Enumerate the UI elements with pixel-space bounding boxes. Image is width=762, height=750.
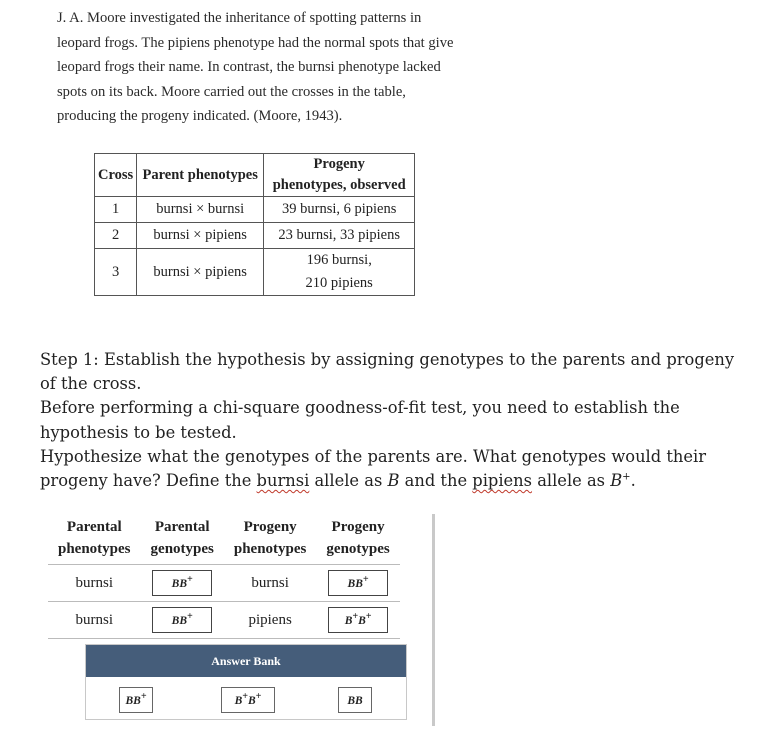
progeny-observed: 23 burnsi, 33 pipiens <box>264 223 415 249</box>
cross-number: 2 <box>95 223 137 249</box>
answer-chip-bb-plus[interactable]: BB+ <box>119 687 153 713</box>
table-row <box>95 249 415 296</box>
cross-number: 1 <box>95 197 137 223</box>
step-description: Before performing a chi-square goodness-of-fit test, you need to establish the hypothesis to be tested. <box>40 398 680 442</box>
allele-plus-sign: + <box>622 471 631 483</box>
header-line2: phenotypes <box>233 541 307 557</box>
progeny-observed <box>264 249 415 296</box>
progeny-genotype-cell <box>316 602 399 639</box>
cross-table-header <box>95 154 415 197</box>
parental-genotype-drop-zone[interactable]: BB+ <box>152 570 212 596</box>
progeny-phenotype: burnsi <box>224 565 317 602</box>
allele-b: B <box>387 471 400 491</box>
header-progeny <box>264 154 415 197</box>
answer-bank-title: Answer Bank <box>86 645 406 677</box>
burnsi-word: burnsi <box>256 471 310 491</box>
answer-bank <box>85 644 407 720</box>
step-instructions <box>40 348 745 493</box>
cross-table <box>94 153 415 296</box>
progeny-line2: 210 pipiens <box>305 275 373 291</box>
header-parent-phenotypes: Parent phenotypes <box>137 154 264 197</box>
progeny-phenotype: pipiens <box>224 602 317 639</box>
genotype-table <box>48 512 400 639</box>
header-progeny-line2: phenotypes, observed <box>272 177 406 193</box>
step-heading: Step 1: Establish the hypothesis by assigning genotypes to the parents and progeny of the cross. <box>40 350 735 394</box>
parental-genotype-cell <box>141 602 224 639</box>
question-text-c: and the <box>399 471 473 491</box>
allele-bplus: B <box>610 471 623 491</box>
table-row <box>48 602 400 639</box>
header-line2: phenotypes <box>58 541 131 557</box>
intro-paragraph: J. A. Moore investigated the inheritance of spotting patterns in leopard frogs. The pipiens phenotype had the normal spots that give leopard frogs their name. In contrast, the burnsi phenotype lacked spots on its back. Moore carried out the crosses in the table, producing the progeny indicated. (Moore, 1943). <box>57 10 454 124</box>
header-line2: genotypes <box>150 541 214 557</box>
progeny-observed: 39 burnsi, 6 pipiens <box>264 197 415 223</box>
parental-genotype-drop-zone[interactable]: BB+ <box>152 607 212 633</box>
header-line1: Progeny <box>331 519 385 535</box>
header-cross: Cross <box>95 154 137 197</box>
question-text-d: allele as <box>532 471 611 491</box>
genotype-table-header <box>48 512 400 565</box>
question-text-b: allele as <box>309 471 388 491</box>
header-parental-phenotypes <box>48 512 141 565</box>
header-line2: genotypes <box>326 541 390 557</box>
table-row <box>95 223 415 249</box>
parental-phenotype: burnsi <box>48 602 141 639</box>
header-parental-genotypes <box>141 512 224 565</box>
parent-phenotypes: burnsi × pipiens <box>137 223 264 249</box>
answer-chip-bplus-bplus[interactable]: B+B+ <box>221 687 275 713</box>
cross-number: 3 <box>95 249 137 296</box>
parent-phenotypes: burnsi × burnsi <box>137 197 264 223</box>
parent-phenotypes: burnsi × pipiens <box>137 249 264 296</box>
parental-genotype-cell <box>141 565 224 602</box>
question-period: . <box>630 471 636 491</box>
progeny-genotype-drop-zone[interactable]: BB+ <box>328 570 388 596</box>
progeny-genotype-cell <box>316 565 399 602</box>
header-progeny-line1: Progeny <box>313 156 365 172</box>
header-line1: Progeny <box>243 519 297 535</box>
pipiens-word: pipiens <box>472 471 533 491</box>
parental-phenotype: burnsi <box>48 565 141 602</box>
step-question <box>40 445 745 493</box>
header-progeny-phenotypes <box>224 512 317 565</box>
table-row <box>95 197 415 223</box>
horizontal-scroll-edge[interactable] <box>432 514 435 726</box>
header-line1: Parental <box>66 519 122 535</box>
progeny-line1: 196 burnsi, <box>306 252 372 268</box>
progeny-genotype-drop-zone[interactable]: B+B+ <box>328 607 388 633</box>
header-line1: Parental <box>154 519 210 535</box>
table-row <box>48 565 400 602</box>
question-text-a: Hypothesize what the genotypes of the parents are. What genotypes would their progeny have? Define the <box>40 446 707 491</box>
header-progeny-genotypes <box>316 512 399 565</box>
answer-chip-bb[interactable]: BB <box>338 687 372 713</box>
